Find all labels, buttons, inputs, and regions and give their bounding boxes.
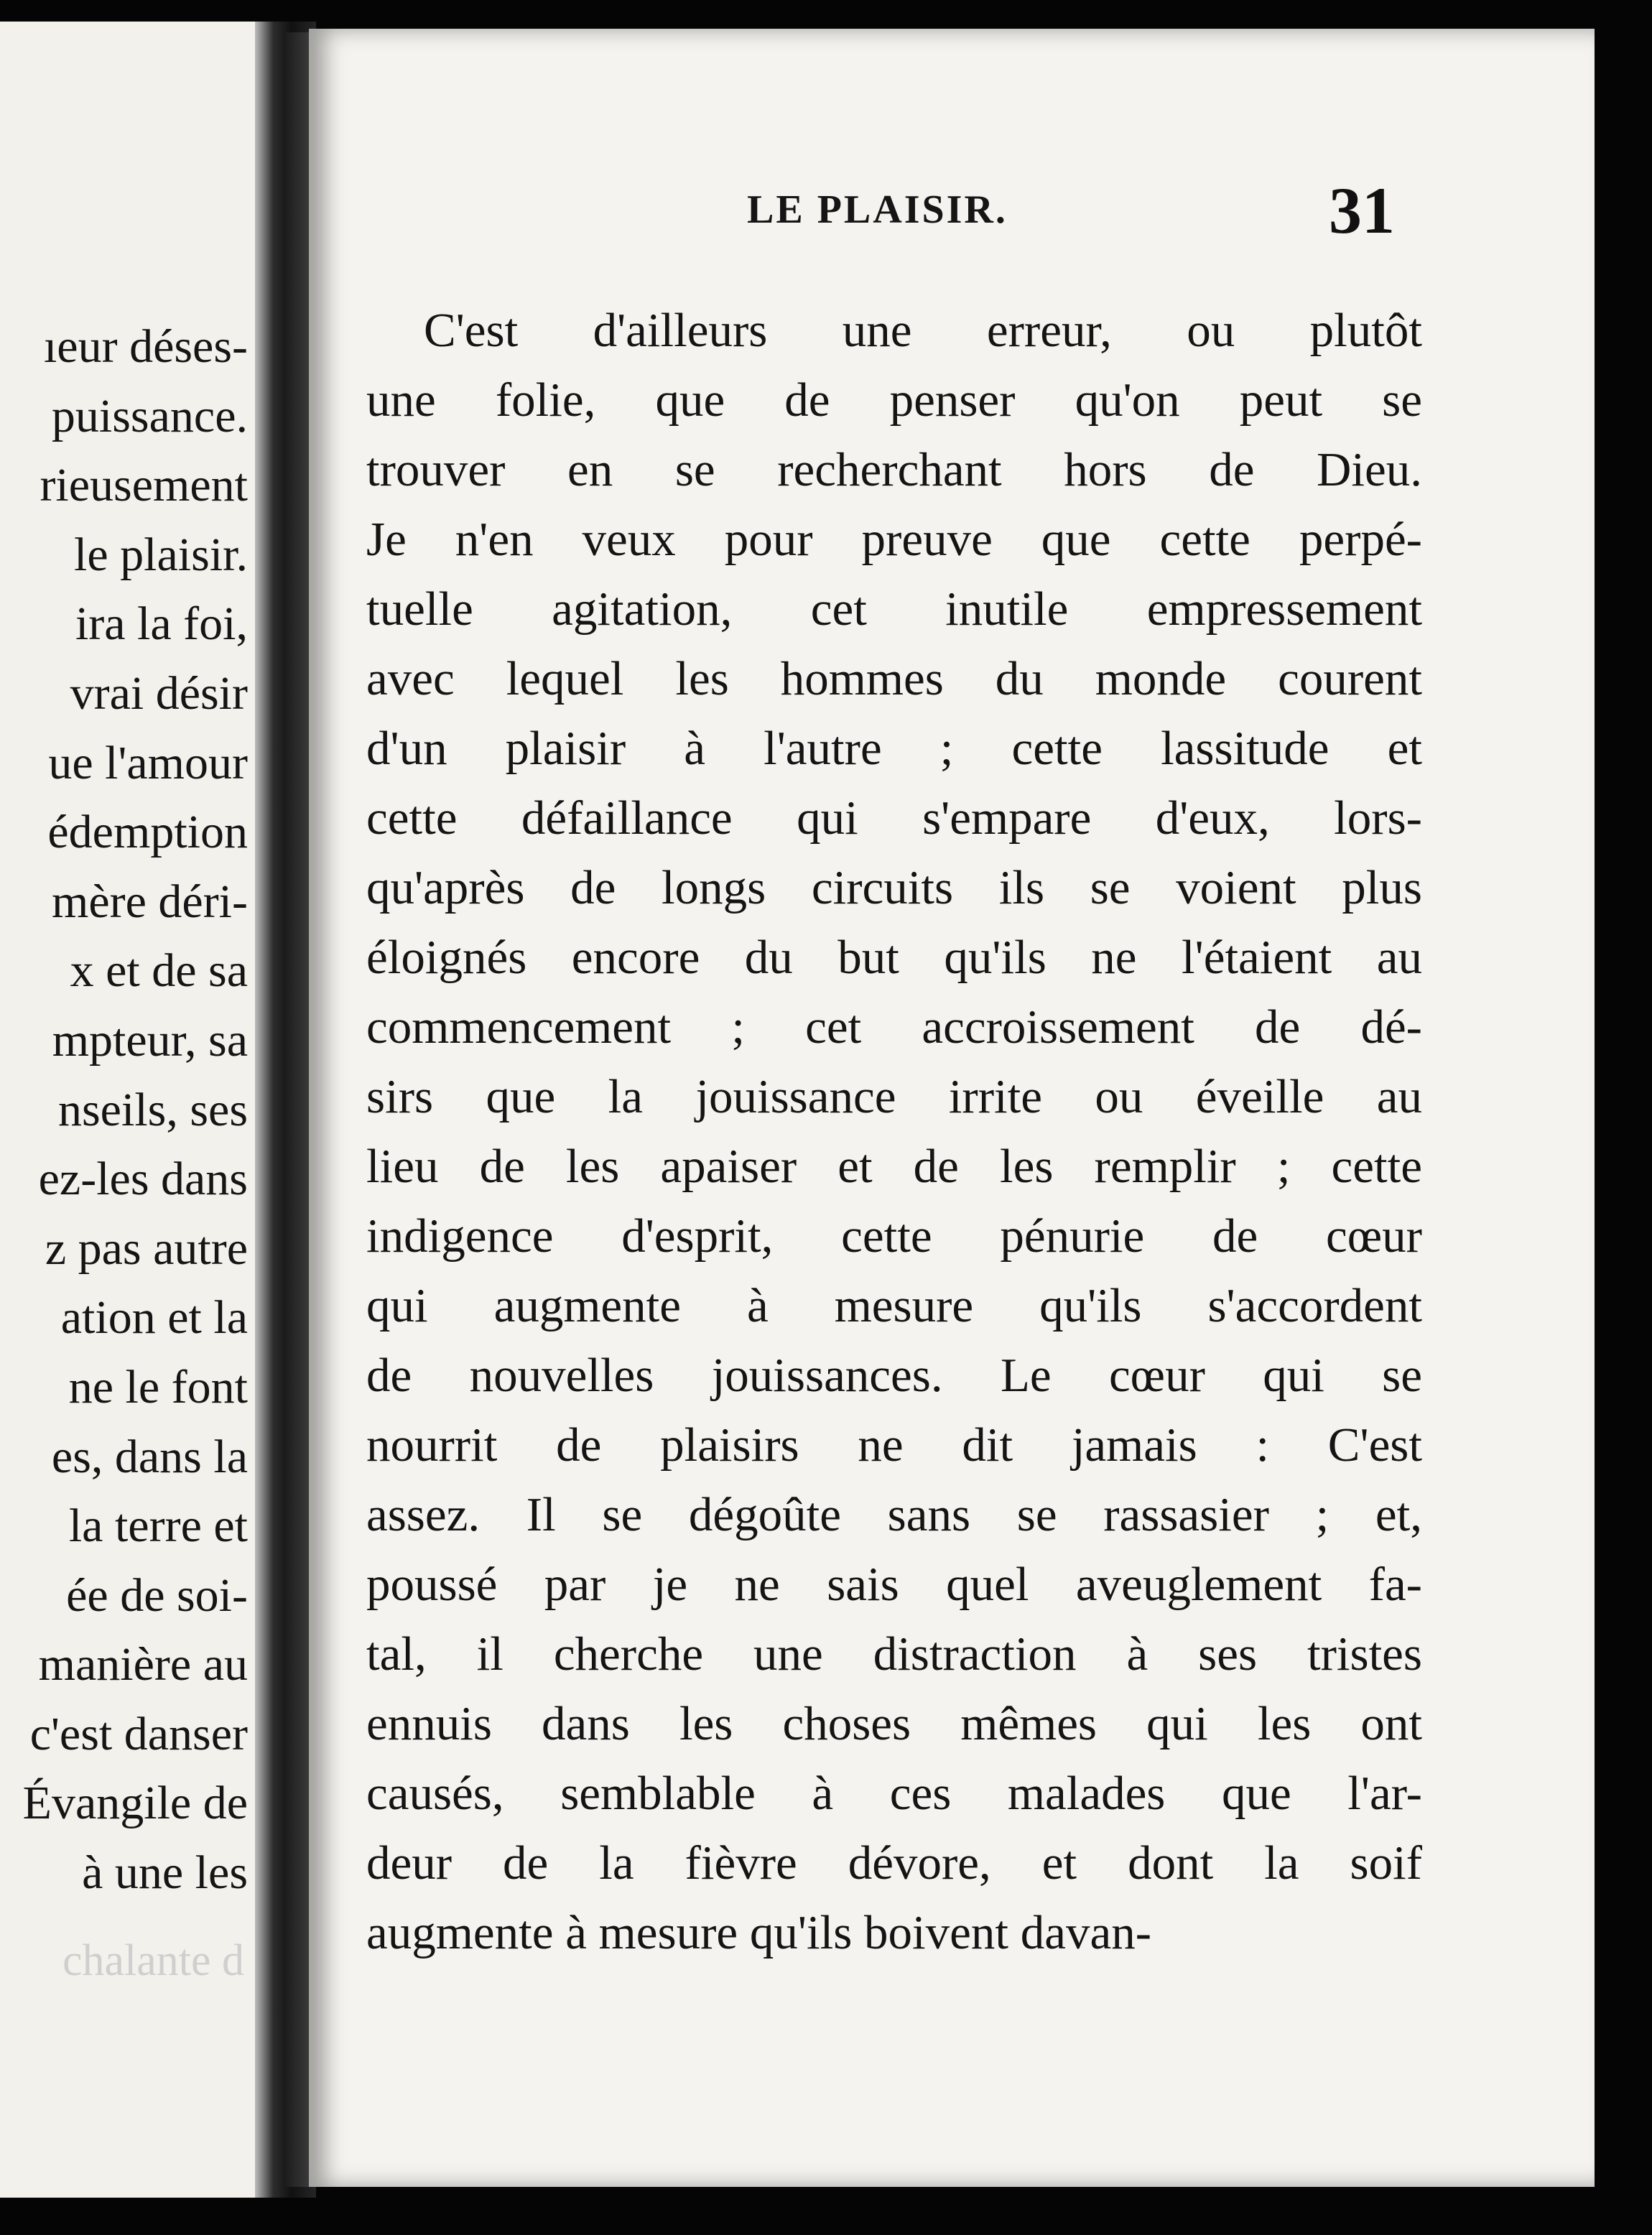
left-line: ira la foi, bbox=[75, 598, 248, 651]
text-line: qu'après de longs circuits ils se voient plus bbox=[366, 861, 1422, 914]
text-line: Je n'en veux pour preuve que cette perpé- bbox=[366, 513, 1422, 566]
left-line: ation et la bbox=[60, 1291, 248, 1344]
text-line: cette défaillance qui s'empare d'eux, lors- bbox=[366, 791, 1422, 845]
text-line: C'est d'ailleurs une erreur, ou plutôt bbox=[424, 304, 1422, 357]
left-page-faded-line: chalante d bbox=[62, 1936, 244, 1985]
running-head bbox=[309, 172, 1595, 247]
left-line: ne le font bbox=[68, 1360, 248, 1413]
page-number: 31 bbox=[1329, 174, 1395, 247]
left-line: vrai désir bbox=[70, 666, 248, 720]
left-line: puissance. bbox=[51, 389, 248, 442]
left-line: le plaisir. bbox=[74, 528, 248, 581]
left-line: nseils, ses bbox=[58, 1083, 248, 1136]
left-line: la terre et bbox=[68, 1500, 248, 1553]
text-line: sirs que la jouissance irrite ou éveille au bbox=[366, 1070, 1422, 1123]
left-line: x et de sa bbox=[70, 944, 248, 998]
left-line: ée de soi- bbox=[66, 1569, 248, 1622]
left-line: édemption bbox=[47, 806, 248, 859]
text-line: nourrit de plaisirs ne dit jamais : C'est bbox=[366, 1418, 1422, 1472]
text-line: poussé par je ne sais quel aveuglement fa- bbox=[366, 1558, 1422, 1611]
text-line: qui augmente à mesure qu'ils s'accordent bbox=[366, 1279, 1422, 1332]
left-line: z pas autre bbox=[45, 1222, 248, 1275]
text-line: une folie, que de penser qu'on peut se bbox=[366, 373, 1422, 427]
text-line: lieu de les apaiser et de les remplir ; cette bbox=[366, 1140, 1422, 1193]
left-page-text bbox=[0, 312, 248, 1908]
text-line: éloignés encore du but qu'ils ne l'étaient au bbox=[366, 931, 1422, 984]
left-line: rieusement bbox=[40, 459, 248, 512]
left-line: ıeur déses- bbox=[43, 320, 248, 373]
text-line: deur de la fièvre dévore, et dont la soif bbox=[366, 1836, 1422, 1890]
body-text bbox=[366, 296, 1422, 1968]
text-line: ennuis dans les choses mêmes qui les ont bbox=[366, 1697, 1422, 1750]
left-line: ez-les dans bbox=[38, 1153, 248, 1206]
text-line: de nouvelles jouissances. Le cœur qui se bbox=[366, 1349, 1422, 1402]
left-line: mpteur, sa bbox=[52, 1013, 248, 1067]
text-line: indigence d'esprit, cette pénurie de cœur bbox=[366, 1209, 1422, 1263]
text-line: avec lequel les hommes du monde courent bbox=[366, 652, 1422, 705]
text-line: d'un plaisir à l'autre ; cette lassitude et bbox=[366, 722, 1422, 775]
text-line: assez. Il se dégoûte sans se rassasier ; et, bbox=[366, 1488, 1422, 1541]
text-line: tal, il cherche une distraction à ses tristes bbox=[366, 1627, 1422, 1681]
text-line: trouver en se recherchant hors de Dieu. bbox=[366, 443, 1422, 496]
left-line: mère déri- bbox=[52, 875, 248, 928]
left-line: manière au bbox=[38, 1638, 248, 1691]
left-page-fragment bbox=[0, 22, 267, 2198]
text-line: commencement ; cet accroissement de dé- bbox=[366, 1000, 1422, 1054]
left-line: Évangile de bbox=[22, 1777, 248, 1830]
left-line: es, dans la bbox=[51, 1430, 248, 1483]
text-line: causés, semblable à ces malades que l'ar- bbox=[366, 1767, 1422, 1820]
text-line: tuelle agitation, cet inutile empressement bbox=[366, 582, 1422, 636]
right-page bbox=[309, 29, 1595, 2187]
left-line: à une les bbox=[82, 1846, 248, 1900]
running-head-title: LE PLAISIR. bbox=[747, 187, 1008, 232]
text-line: augmente à mesure qu'ils boivent davan- bbox=[366, 1906, 1152, 1959]
left-line: c'est danser bbox=[29, 1707, 248, 1760]
left-line: ue l'amour bbox=[48, 736, 248, 789]
